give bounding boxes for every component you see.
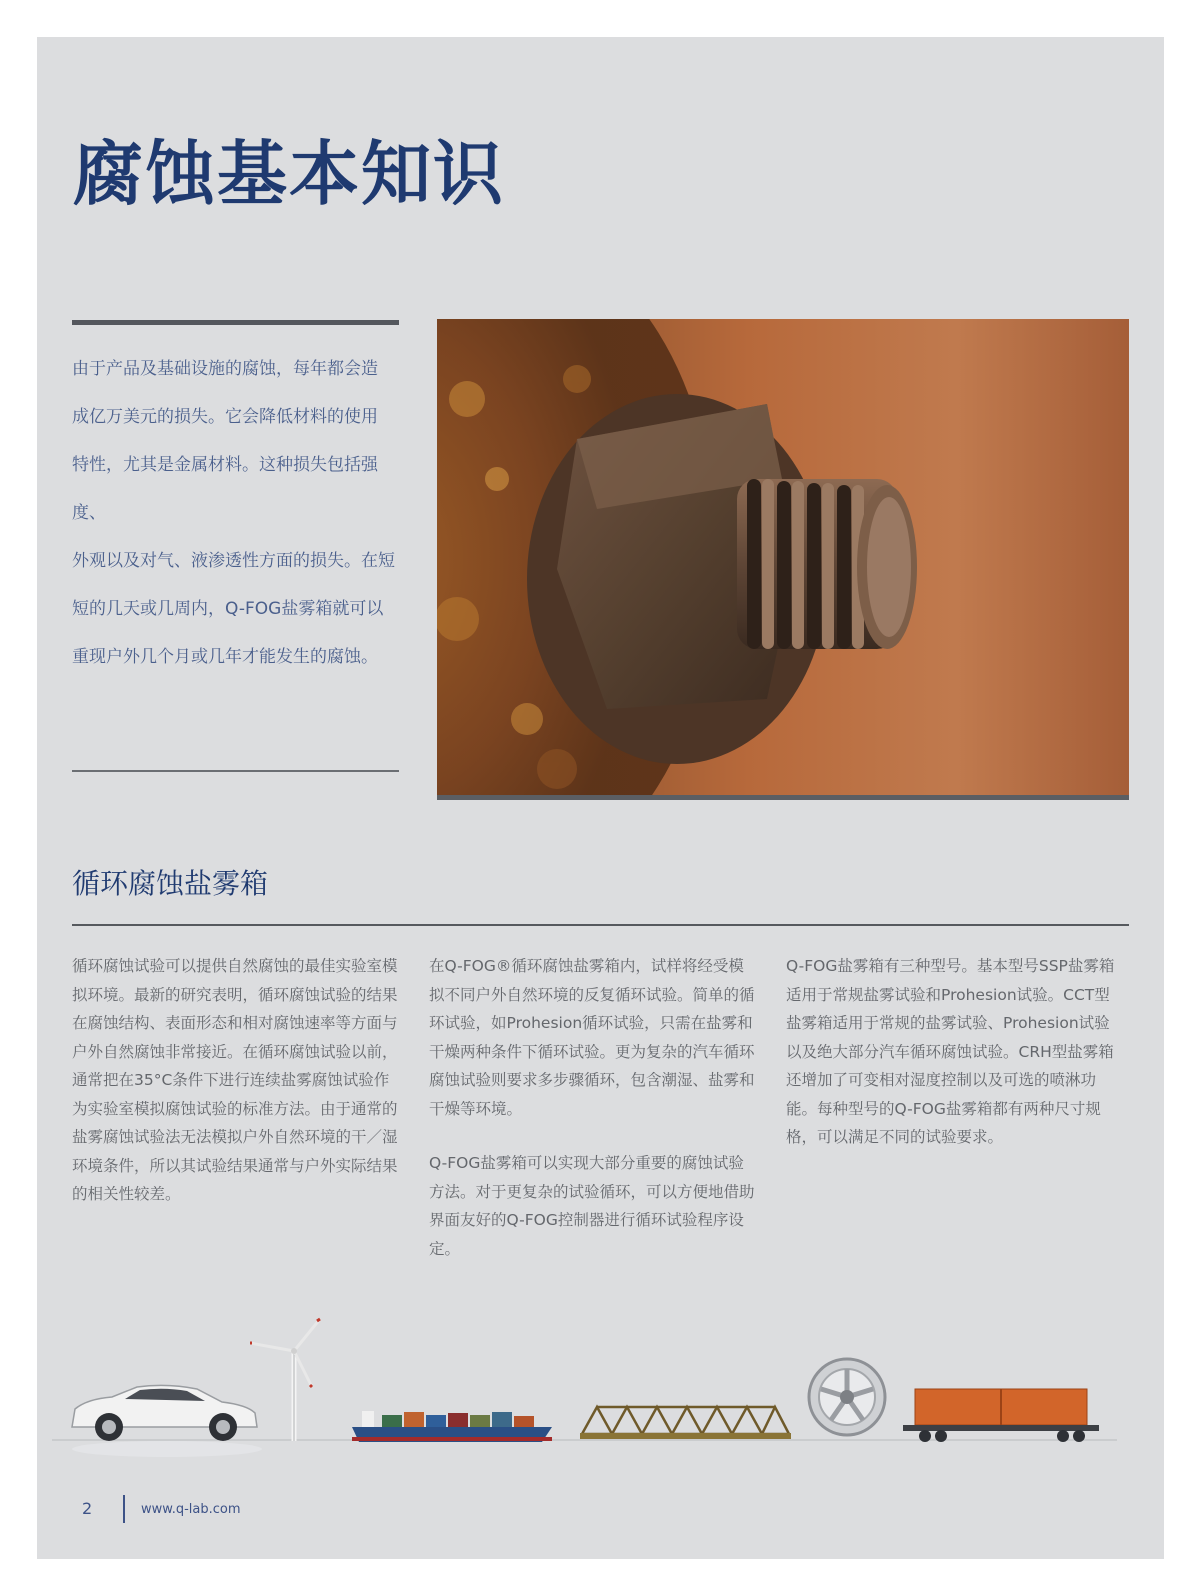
page-title: 腐蚀基本知识 — [73, 133, 505, 215]
intro-line: 外观以及对气、液渗透性方面的损失。在短 — [72, 551, 395, 571]
column-2-paragraph-2: Q-FOG盐雾箱可以实现大部分重要的腐蚀试验方法。对于更复杂的试验循环，可以方便地借助界面友好的Q-FOG控制器进行循环试验程序设定。 — [429, 1154, 755, 1258]
alloy-wheel-icon — [809, 1359, 885, 1435]
intro-line: 由于产品及基础设施的腐蚀，每年都会造 — [72, 359, 378, 379]
column-2-paragraph-1: 在Q-FOG®循环腐蚀盐雾箱内，试样将经受模拟不同户外自然环境的反复循环试验。简单的循环试验，如Prohesion循环试验，只需在盐雾和干燥两种条件下循环试验。更为复杂的汽车循环腐蚀试验则要求多步骤循环，包含潮湿、盐雾和干燥等环境。 — [429, 957, 755, 1118]
column-2 — [429, 952, 759, 1263]
applications-illustration — [37, 1299, 1164, 1499]
intro-top-rule — [72, 320, 399, 325]
footer-divider — [123, 1495, 125, 1523]
intro-line: 特性，尤其是金属材料。这种损失包括强度、 — [72, 455, 378, 523]
rail-container-car-icon — [903, 1389, 1099, 1442]
section-rule — [72, 924, 1129, 926]
column-1-text: 循环腐蚀试验可以提供自然腐蚀的最佳实验室模拟环境。最新的研究表明，循环腐蚀试验的结果在腐蚀结构、表面形态和相对腐蚀速率等方面与户外自然腐蚀非常接近。在循环腐蚀试验以前，通常把在35°C条件下进行连续盐雾腐蚀试验作为实验室模拟腐蚀试验的标准方法。由于通常的盐雾腐蚀试验法无法模拟户外自然环境的干／湿环境条件，所以其试验结果通常与户外实际结果的相关性较差。 — [72, 957, 398, 1203]
column-3-text: Q-FOG盐雾箱有三种型号。基本型号SSP盐雾箱适用于常规盐雾试验和Prohesion试验。CCT型盐雾箱适用于常规的盐雾试验、Prohesion试验以及绝大部分汽车循环腐蚀试验。CRH型盐雾箱还增加了可变相对湿度控制以及可选的喷淋功能。每种型号的Q-FOG盐雾箱都有两种尺寸规格，可以满足不同的试验要求。 — [786, 957, 1115, 1146]
intro-text — [72, 345, 404, 681]
intro-bottom-rule — [72, 770, 399, 772]
column-3 — [786, 952, 1116, 1152]
intro-line: 短的几天或几周内，Q-FOG盐雾箱就可以 — [72, 599, 384, 619]
intro-line: 成亿万美元的损失。它会降低材料的使用 — [72, 407, 378, 427]
truss-bridge-icon — [582, 1407, 789, 1434]
rusty-bolt-photo — [437, 319, 1129, 800]
car-icon — [72, 1385, 262, 1457]
page-number: 2 — [82, 1499, 93, 1518]
cargo-ship-icon — [352, 1411, 552, 1442]
column-1 — [72, 952, 402, 1209]
rusty-bolt-illustration — [437, 319, 1129, 795]
section-title: 循环腐蚀盐雾箱 — [72, 867, 269, 900]
page-panel — [37, 37, 1164, 1559]
footer-url-link[interactable]: www.q-lab.com — [141, 1502, 241, 1517]
intro-line: 重现户外几个月或几年才能发生的腐蚀。 — [72, 647, 378, 667]
wind-turbine-icon — [250, 1319, 320, 1441]
